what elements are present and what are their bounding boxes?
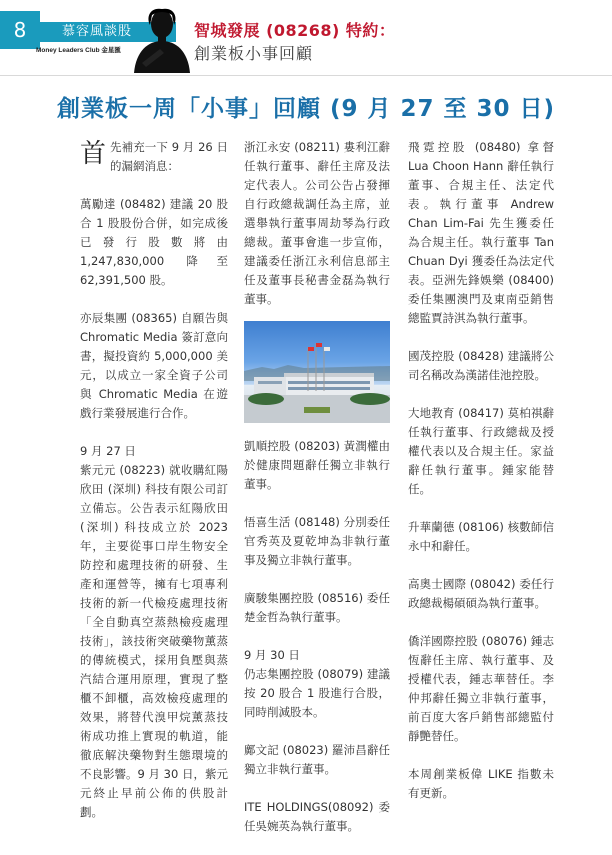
- section-label: 慕容風談股: [40, 22, 176, 42]
- paragraph-text: 先補充一下 9 月 26 日的漏網消息：: [110, 140, 228, 173]
- page-title: 創業板一周「小事」回顧 (9 月 27 至 30 日): [56, 96, 556, 122]
- article-paragraph: 本周創業板偉 LIKE 指數未有更新。: [408, 767, 554, 800]
- article-column-1: [80, 138, 228, 841]
- column-subtitle: 創業板小事回顧: [194, 44, 314, 63]
- article-paragraph: 悟喜生活 (08148) 分別委任官秀英及夏乾坤為非執行董事及獨立非執行董事。: [244, 515, 390, 567]
- article-column-3: [408, 138, 554, 822]
- article-paragraph: ITE HOLDINGS(08092) 委任吳婉英為執行董事。: [244, 800, 390, 833]
- date-heading: 9 月 27 日: [80, 444, 136, 458]
- article-column-2: [244, 138, 390, 855]
- article-paragraph: 紫元元 (08223) 就收購紅陽欣田 (深圳) 科技有限公司訂立備忘。公告表示紅陽欣田 (深圳) 科技成立於 2023 年，主要從事口岸生物安全防控和處理技術的研發、生產和運營等，擁有七項專利技術的新一代檢疫處理技術「全自動真空蒸熱檢疫處理技術」，該技術突破藥物薰蒸的傳統模式，採用負壓與蒸汽結合運用原理，實現了整櫃不卸櫃，高效檢疫處理的效果，將替代溴甲烷薰蒸技術成功推上實現的軌道，能徹底解決藥物對生態環境的不良影響。9 月 30 日，紫元元終止早前公佈的供股計劃。: [80, 463, 228, 819]
- article-paragraph: 仍志集團控股 (08079) 建議按 20 股合 1 股進行合股，同時削減股本。: [244, 667, 390, 719]
- article-paragraph: 凱順控股 (08203) 黃潤權由於健康問題辭任獨立非執行董事。: [244, 439, 390, 491]
- article-paragraph: 升華蘭德 (08106) 核數師信永中和辭任。: [408, 520, 554, 553]
- article-paragraph: 國茂控股 (08428) 建議將公司名稱改為漢諾佳池控股。: [408, 349, 554, 382]
- header-divider: [0, 75, 612, 76]
- article-paragraph: 廣駿集團控股 (08516) 委任楚金哲為執行董事。: [244, 591, 390, 624]
- article-paragraph: 飛霓控股 (08480) 拿督 Lua Choon Hann 辭任執行董事、合規主任、法定代表。執行董事 Andrew Chan Lim-Fai 先生獲委任為合規主任。執行董事 Tan Chuan Dyi 獲委任為法定代表。亞洲先鋒娛樂 (08400) 委任集團澳門及東南亞銷售總監賈詩淇為執行董事。: [408, 140, 554, 325]
- sponsor-line: 智城發展 (08268) 特約：: [194, 21, 396, 40]
- drop-cap: 首: [80, 139, 107, 169]
- columnist-silhouette-icon: [132, 5, 192, 73]
- article-paragraph: 僑洋國際控股 (08076) 鍾志恆辭任主席、執行董事、及授權代表，鍾志華替任。李仲邦辭任獨立非執行董事，前百度大客戶銷售部總監付靜艷替任。: [408, 634, 554, 743]
- article-paragraph: 亦辰集團 (08365) 自願告與 Chromatic Media 簽訂意向書，擬投資約 5,000,000 美元，以成立一家全資子公司與 Chromatic Media 在遊戲行業發展進行合作。: [80, 311, 228, 420]
- article-paragraph: 浙江永安 (08211) 婁利江辭任執行董事、辭任主席及法定代表人。公司公告占發揮自行政總裁調任為主席，並選舉執行董事周劫琴為行政總裁。董事會進一步宣佈，建議委任浙江永利信息部主任及董事長秘書金磊為執行董事。: [244, 140, 390, 306]
- page-number: 8: [0, 11, 40, 49]
- intro-paragraph: [80, 138, 228, 176]
- article-paragraph: 大地教育 (08417) 莫柏祺辭任執行董事、行政總裁及授權代表以及合規主任。家益辭任執行董事。鍾家能替任。: [408, 406, 554, 496]
- factory-photo: [244, 321, 390, 423]
- article-paragraph: 鄺文記 (08023) 羅沛昌辭任獨立非執行董事。: [244, 743, 390, 776]
- article-paragraph: 高奧士國際 (08042) 委任行政總裁楊碩碩為執行董事。: [408, 577, 554, 610]
- date-heading: 9 月 30 日: [244, 648, 300, 662]
- club-name: Money Leaders Club 金星匯: [36, 47, 121, 54]
- article-paragraph: 萬勵達 (08482) 建議 20 股合 1 股股份合併，如完成後已發行股數將由 1,247,830,000 降至 62,391,500 股。: [80, 197, 228, 287]
